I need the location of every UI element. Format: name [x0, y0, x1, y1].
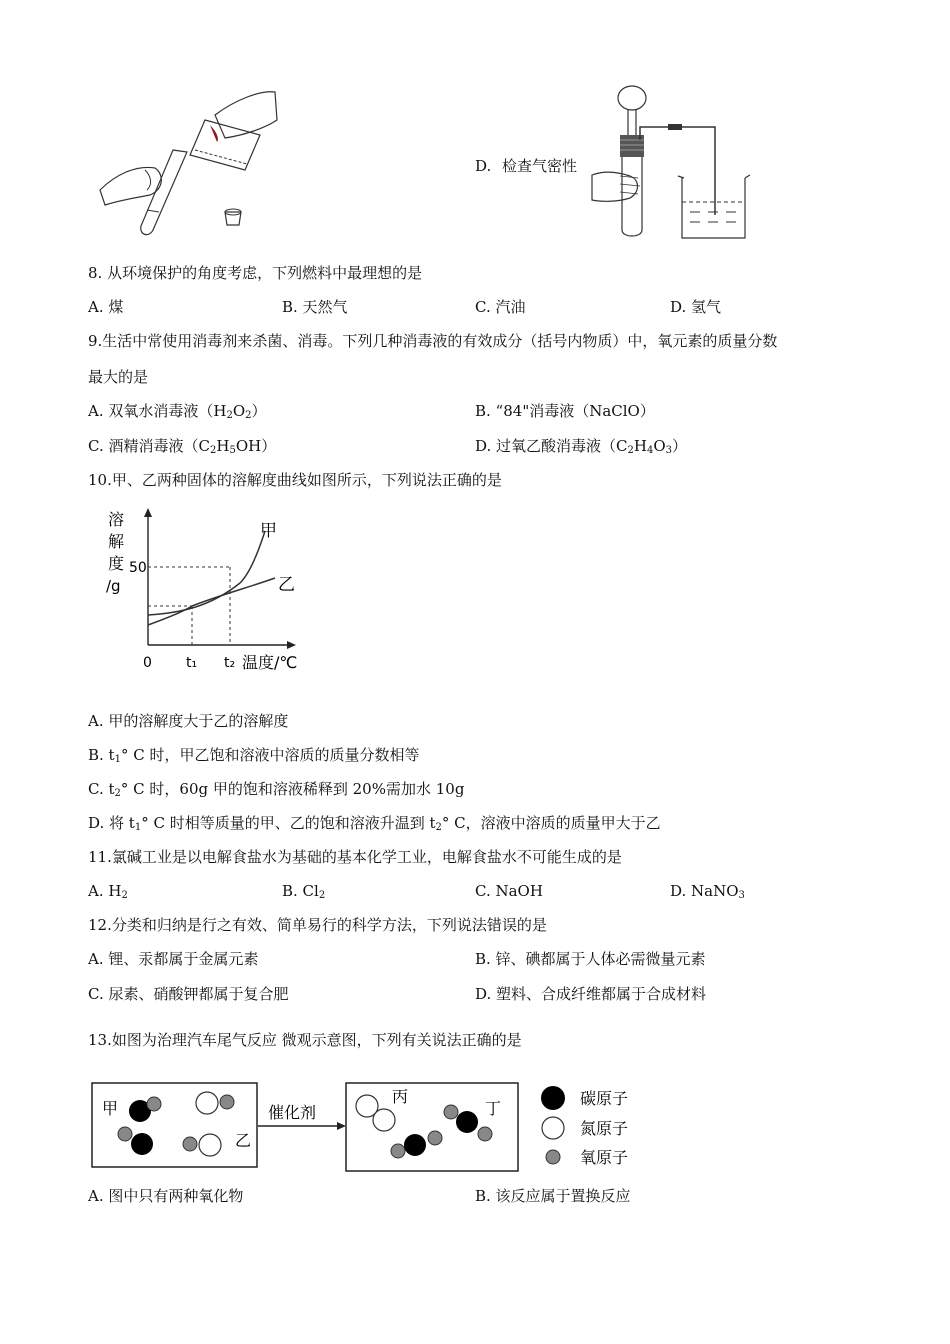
series-yi-label: 乙 — [278, 575, 295, 595]
ylabel-char-4: /g — [106, 577, 121, 595]
pouring-liquid-illustration — [95, 80, 280, 240]
q8-stem: 8. 从环境保护的角度考虑，下列燃料中最理想的是 — [88, 264, 423, 282]
q12-option-a: A. 锂、汞都属于金属元素 — [88, 950, 259, 968]
q8-option-d: D. 氢气 — [670, 298, 722, 316]
q12-option-c: C. 尿素、硝酸钾都属于复合肥 — [88, 985, 289, 1003]
label-jia: 甲 — [102, 1099, 119, 1118]
carbon-atom — [456, 1111, 478, 1133]
oxygen-atom — [147, 1097, 161, 1111]
q12-stem: 12.分类和归纳是行之有效、简单易行的科学方法，下列说法错误的是 — [88, 916, 547, 934]
nitrogen-atom — [196, 1092, 218, 1114]
q8-option-b: B. 天然气 — [282, 298, 348, 316]
x-tick-t2: t₂ — [224, 655, 236, 671]
y-tick-50: 50 — [129, 560, 147, 576]
q7-option-d-label: D. — [475, 157, 492, 175]
oxygen-atom — [391, 1144, 405, 1158]
carbon-atom — [404, 1134, 426, 1156]
catalyst-label: 催化剂 — [268, 1103, 317, 1122]
label-bing: 丙 — [392, 1087, 409, 1106]
q9-stem-line1: 9.生活中常使用消毒剂来杀菌、消毒。下列几种消毒液的有效成分（括号内物质）中，氧元素的质量分数 — [88, 332, 778, 350]
x-axis-label: 温度/℃ — [242, 653, 298, 672]
q13-stem: 13.如图为治理汽车尾气反应 微观示意图，下列有关说法正确的是 — [88, 1031, 522, 1049]
q11-stem: 11.氯碱工业是以电解食盐水为基础的基本化学工业，电解食盐水不可能生成的是 — [88, 848, 622, 866]
label-ding: 丁 — [485, 1099, 502, 1118]
carbon-atom — [131, 1133, 153, 1155]
x-axis-arrow — [287, 641, 296, 649]
solubility-chart — [100, 505, 310, 680]
reaction-micro-diagram — [90, 1078, 650, 1178]
q10-stem: 10.甲、乙两种固体的溶解度曲线如图所示，下列说法正确的是 — [88, 471, 502, 489]
x-tick-t1: t₁ — [186, 655, 198, 671]
oxygen-atom — [444, 1105, 458, 1119]
q9-option-b: B. “84"消毒液（NaClO） — [475, 402, 655, 420]
legend-nitrogen-label: 氮原子 — [580, 1119, 629, 1138]
nitrogen-atom — [199, 1134, 221, 1156]
q10-option-c: C. $t_2^\circ$ C 时，60g 甲的饱和溶液稀释到 20%需加水 10g — [88, 780, 465, 799]
reactants-box — [92, 1083, 257, 1167]
q9-stem-line2: 最大的是 — [88, 368, 149, 386]
y-axis-arrow — [144, 508, 152, 517]
q10-option-b: B. $t_1^\circ$ C 时，甲乙饱和溶液中溶质的质量分数相等 — [88, 746, 420, 765]
q13-option-b: B. 该反应属于置换反应 — [475, 1187, 631, 1205]
reaction-arrowhead — [337, 1122, 346, 1130]
q12-option-b: B. 锌、碘都属于人体必需微量元素 — [475, 950, 706, 968]
q9-option-a: A. 双氧水消毒液$(H_2O_2)$ — [88, 402, 267, 421]
legend-carbon-label: 碳原子 — [580, 1089, 629, 1108]
q11-option-d: D. NaNO$_3$ — [670, 882, 745, 901]
oxygen-atom — [220, 1095, 234, 1109]
series-jia-label: 甲 — [260, 521, 277, 541]
nitrogen-atom — [373, 1109, 395, 1131]
q9-option-d: D. 过氧乙酸消毒液$(C_2H_4O_3)$ — [475, 437, 688, 456]
q9-option-c: C. 酒精消毒液$(C_2H_5OH)$ — [88, 437, 277, 456]
legend-nitrogen-swatch — [542, 1117, 564, 1139]
origin-label: 0 — [143, 655, 152, 671]
q7-option-d-text: 检查气密性 — [502, 157, 578, 175]
oxygen-atom — [183, 1137, 197, 1151]
label-yi: 乙 — [235, 1131, 252, 1150]
ylabel-char-2: 解 — [108, 532, 125, 551]
oxygen-atom — [118, 1127, 132, 1141]
legend-carbon-swatch — [541, 1086, 565, 1110]
legend-oxygen-label: 氧原子 — [580, 1148, 629, 1167]
series-jia-curve — [148, 531, 265, 615]
q11-option-b: B. $Cl_2$ — [282, 882, 326, 901]
q10-option-a: A. 甲的溶解度大于乙的溶解度 — [88, 712, 289, 730]
q11-option-a: A. $H_2$ — [88, 882, 128, 901]
q10-option-d: D. 将 $t_1^\circ$ C 时相等质量的甲、乙的饱和溶液升温到 $t_2^\circ$ C，溶液中溶质的质量甲大于乙 — [88, 814, 661, 833]
q8-option-c: C. 汽油 — [475, 298, 526, 316]
q8-option-a: A. 煤 — [88, 298, 124, 316]
airtightness-check-illustration — [590, 80, 760, 242]
q11-option-c: C. NaOH — [475, 882, 543, 900]
q13-option-a: A. 图中只有两种氧化物 — [88, 1187, 244, 1205]
legend-oxygen-swatch — [546, 1150, 560, 1164]
q12-option-d: D. 塑料、合成纤维都属于合成材料 — [475, 985, 707, 1003]
oxygen-atom — [428, 1131, 442, 1145]
ylabel-char-1: 溶 — [108, 510, 125, 529]
ylabel-char-3: 度 — [108, 554, 125, 573]
oxygen-atom — [478, 1127, 492, 1141]
